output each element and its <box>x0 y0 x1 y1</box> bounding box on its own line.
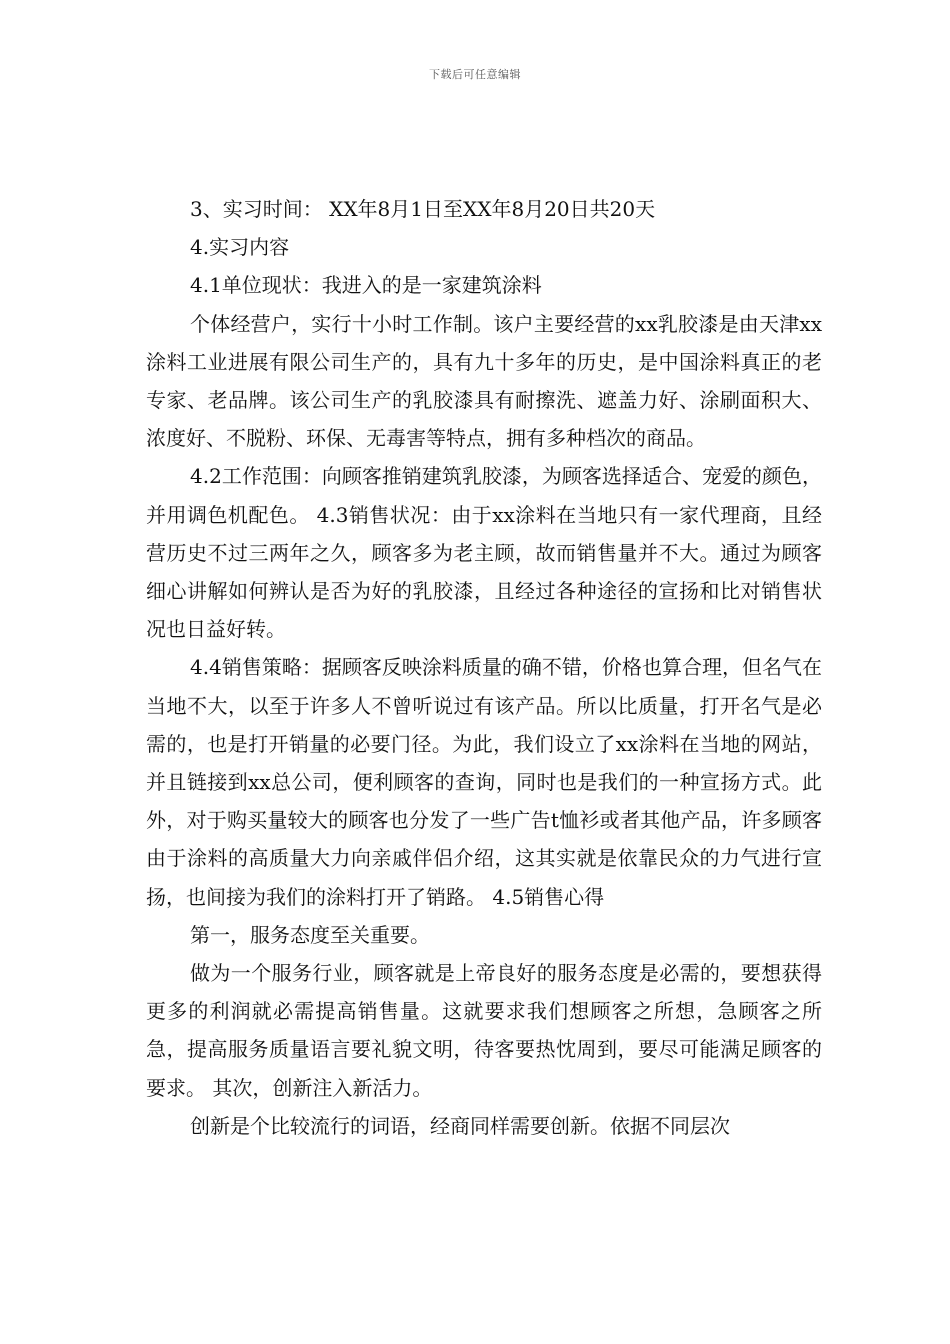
paragraph-service-industry: 做为一个服务行业，顾客就是上帝良好的服务态度是必需的，要想获得更多的利润就必需提高销售量。这就要求我们想顾客之所想，急顾客之所急，提高服务质量语言要礼貌文明，待客要热忱周到，要尽可能满足顾客的要求。 其次，创新注入新活力。 <box>146 961 822 1100</box>
paragraph-business-description: 个体经营户，实行十小时工作制。该户主要经营的xx乳胶漆是由天津xx涂料工业进展有限公司生产的，具有九十多年的历史，是中国涂料真正的老专家、老品牌。该公司生产的乳胶漆具有耐擦洗、遮盖力好、涂刷面积大、浓度好、不脱粉、环保、无毒害等特点，拥有多种档次的商品。 <box>146 311 822 451</box>
paragraph-sales-strategy: 4.4销售策略：据顾客反映涂料质量的确不错，价格也算合理，但名气在当地不大，以至于许多人不曾听说过有该产品。所以比质量，打开名气是必需的，也是打开销量的必要门径。为此，我们设立了xx涂料在当地的网站，并且链接到xx总公司，便利顾客的查询，同时也是我们的一种宣扬方式。此外，对于购买量较大的顾客也分发了一些广告t恤衫或者其他产品，许多顾客由于涂料的高质量大力向亲戚伴侣介绍，这其实就是依靠民众的力气进行宣扬，也间接为我们的涂料打开了销路。 4.5销售心得 <box>146 655 822 909</box>
paragraph-unit-status: 4.1单位现状：我进入的是一家建筑涂料 <box>190 273 542 298</box>
paragraph-internship-content-heading: 4.实习内容 <box>190 235 290 260</box>
page-header: 下载后可任意编辑 <box>429 68 521 81</box>
paragraph-internship-time: 3、实习时间： XX年8月1日至XX年8月20日共20天 <box>190 197 656 221</box>
paragraph-innovation: 创新是个比较流行的词语，经商同样需要创新。依据不同层次 <box>190 1113 730 1138</box>
paragraph-service-attitude: 第一，服务态度至关重要。 <box>190 922 430 947</box>
paragraph-work-scope-sales-status: 4.2工作范围：向顾客推销建筑乳胶漆，为顾客选择适合、宠爱的颜色，并用调色机配色。 4.3销售状况：由于xx涂料在当地只有一家代理商，且经营历史不过三两年之久，顾客多为老主顾，故而销售量并不大。通过为顾客细心讲解如何辨认是否为好的乳胶漆，且经过各种途径的宣扬和比对销售状况也日益好转。 <box>146 464 822 642</box>
document-body <box>146 190 822 1145</box>
